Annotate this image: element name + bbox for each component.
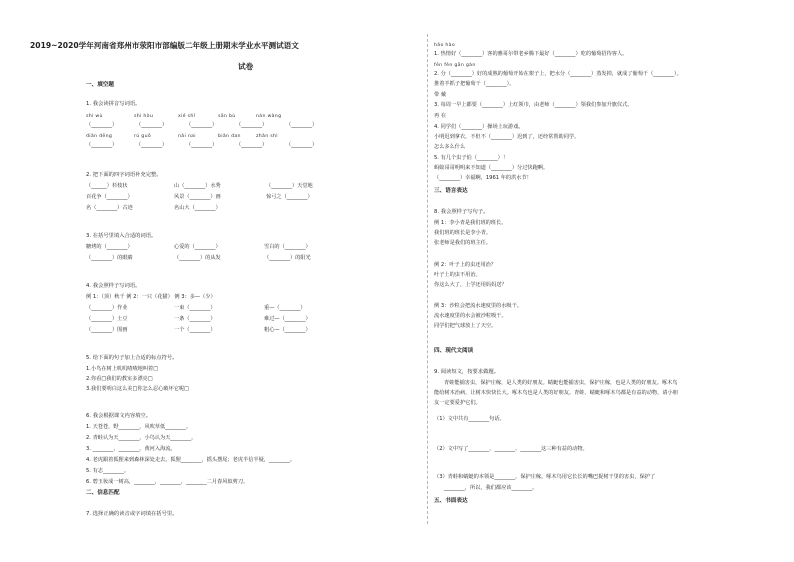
answer-box[interactable]: （________） [186,142,218,148]
pinyin-row-2 [86,133,278,140]
section-5-heading: 五、书面表达 [434,498,468,504]
pinyin-row-1 [86,113,281,120]
pinyin: shì hòu [134,114,154,119]
blank-item[interactable]: （______）杉枝状 [86,183,128,189]
q4-row [86,316,311,323]
passage-line: 友一定要爱护它们。 [434,400,481,406]
answer-box[interactable]: （________） [236,122,268,128]
page-title: 2019~2020学年河南省郑州市荥阳市部编版二年级上册期末学业水平测试语文 [30,41,299,50]
q3-row [86,244,311,251]
blank-item[interactable]: 心爱的（________） [174,244,221,250]
q4-row [86,327,311,334]
pinyin: zhǎn shì [256,134,278,139]
pinyin: diǎn dēng [86,134,113,139]
sub-question-1: （1）文中共有________句话。 [434,416,505,422]
section-2-heading: 二、信息匹配 [86,490,120,496]
answer-box[interactable]: （________） [286,122,318,128]
q6-line: 5. 有志________。 [86,468,129,474]
example-line: 流水速度里的水会被沙粒吸干。 [434,313,507,319]
question-4: 4. 我会照样子写词语。 [86,283,141,289]
passage-line: 能给树木治病，让树木快快长大。啄木鸟也是人类的好朋友。青蛙、蜻蜓和啄木鸟都是有益的动物，请小朋 [434,390,678,396]
example-line: 我们班的班长是李小青。 [434,230,492,236]
r-line: 1. 热情好（________）客的雅哥尔带老乡腾下最好（________）吃的葡萄招待客人。 [434,51,628,57]
word-choices: 带 戴 [434,92,447,98]
q5-line: 2.你看□我们的教室多漂亮□ [86,376,153,382]
blank-item[interactable]: （________）围画 [86,327,128,333]
blank-item[interactable]: 一束（________） [174,305,216,311]
answer-box[interactable]: （________） [236,142,268,148]
blank-item[interactable]: （________）的眼睛 [86,255,133,261]
word-choices: 怎么多么什么 [434,144,466,150]
question-2: 2. 把下面的四字词语补充完整。 [86,172,162,178]
q5-line: 3.我们要明白这么美□你怎么忍心破坏它呢□ [86,386,189,392]
blank-item[interactable]: （________）天堂地 [266,183,313,189]
r-line: 3. 每周一早上都要（________）上红领巾，由老师（________）领我们参加升旗仪式。 [434,102,633,108]
sub-question-3-cont: ________，所以，我们都应该________。 [444,485,538,491]
passage-line: 青蛙能捕害虫，保护庄稼，是人类的好朋友。蜻蜓也能捕害虫，保护庄稼，也是人类的好朋友。啄木鸟 [444,380,678,386]
r-line: 5. 有几个虫子伯（________）！ [434,155,509,161]
answer-box[interactable]: （________） [86,122,118,128]
answer-row [86,122,317,129]
q6-line: 3. ________，________，黄河入海流。 [86,446,176,452]
r-line: 推着羊抓子把葡萄干（________）。 [434,81,515,87]
example-line: 同学们把气球放上了天空。 [434,323,497,329]
blank-item[interactable]: 名（________）古迹 [86,205,133,211]
r-line: 2. 分（________）好的成熟的葡萄开始在架子上，把水分（________）蒸发掉，就成了葡萄干（________）。 [434,71,682,77]
blank-item[interactable]: 雪白的（________） [264,244,311,250]
answer-box[interactable]: （________） [136,142,168,148]
q4-row [86,305,306,312]
pinyin: nǎi nai [178,134,196,139]
question-9: 9. 阅读短文，按要求做题。 [434,369,500,375]
section-4-heading: 四、现代文阅读 [434,348,474,354]
blank-item[interactable]: 百花争（________） [86,194,133,200]
blank-item[interactable]: 重—（________） [264,305,306,311]
blank-item[interactable]: 一个（________） [174,327,216,333]
column-divider [427,34,428,524]
word-choices: 再 在 [434,113,447,119]
q6-line: 6. 碧玉妆成一树高，________，________，________二月春风似剪刀。 [86,479,249,485]
r-line: （________）幸福啊，1961 年的洪水节！ [434,175,532,181]
q6-line: 2. 青蛙认为天________，小鸟认为天________。 [86,435,197,441]
answer-box[interactable]: （________） [286,142,318,148]
q6-line: 4. 老虎跟着狐狸来到森林深处走去。狐狸________，摇头摆尾；老虎半信半疑，________。 [86,457,295,463]
pinyin: sān bù [218,114,236,119]
question-7: 7. 选择正确的读音或字词填在括号里。 [86,511,178,517]
q3-row [86,255,311,262]
blank-item[interactable]: 山（________）水秀 [174,183,221,189]
pinyin: rú guǒ [134,134,152,139]
blank-item[interactable]: 粗心—（________） [264,327,311,333]
r-line: 4. 同学们（________）操场上玩游戏。 [434,124,524,130]
q2-row [86,183,313,190]
question-1: 1. 我会读拼音写词语。 [86,101,141,107]
answer-box[interactable]: （________） [136,122,168,128]
question-6: 6. 我会根据课文内容填空。 [86,413,152,419]
section-1-heading: 一、填空题 [86,82,114,88]
question-3: 3. 在括号里填入合适的词语。 [86,233,157,239]
blank-item[interactable]: （________）作业 [86,305,128,311]
r-line: 小明迟到拿衣，不但不（________）迟到了，还经常帮助同学。 [434,134,580,140]
answer-row [86,142,317,149]
question-8: 8. 我会照样子写句子。 [434,209,489,215]
q2-row [86,194,313,201]
pinyin-choices: hǎo hào [434,43,456,48]
pinyin-choices: fēn fèn gān gàn [434,63,476,68]
pinyin: nán wàng [256,114,282,119]
example-line: 你这么大了，上学还用妈妈送？ [434,282,507,288]
answer-box[interactable]: （________） [186,122,218,128]
pinyin: xié shǐ [178,114,196,119]
q6-line: 1. 天苍苍，野________，风吹草低________。 [86,424,192,430]
q4-example: 例 1：（顶）秋千 例 2：一只（花猫） 例 3：多—（少） [86,294,216,300]
answer-box[interactable]: （________） [86,142,118,148]
sub-question-3: （3）青蛙和蜻蜓的本领是________，保护庄稼。啄木鸟用它长长的嘴巴捉树干里的害虫，保护了 [434,474,656,480]
r-line: 蚂蚁哥哥明明来不知道（________）分过快跑啊。 [434,165,549,171]
blank-item[interactable]: 名山大（________） [174,205,221,211]
pinyin: shì wù [86,114,103,119]
blank-item[interactable]: 风景（________）画 [174,194,221,200]
pinyin: biǎn dan [218,134,241,139]
example-line: 张老师是我们的班主任。 [434,240,492,246]
example-line: 例 1：李小青是我们班的班长。 [434,220,507,226]
example-line: 叶子上的虫不用治。 [434,272,481,278]
example-line: 例 3：沙粒会把流水速度里的水吸干。 [434,303,522,309]
question-5: 5. 给下面的句子加上合适的标点符号。 [86,355,178,361]
q2-row [86,205,221,212]
blank-item[interactable]: 糖烤的（________） [86,244,133,250]
sub-question-2: （2）文中写了________、________、________这三种有益的动物。 [434,446,588,452]
q5-line: 1.小鸟在树上叽叽喳喳地叫着□ [86,366,159,372]
blank-item[interactable]: 难过—（________） [264,316,311,322]
example-line: 例 2：叶子上的虫还用治？ [434,262,497,268]
page-title-cont: 试卷 [238,62,254,71]
blank-item[interactable]: （________）的从发 [174,255,221,261]
section-3-heading: 三、语言表达 [434,188,468,194]
blank-item[interactable]: （________）的阳光 [264,255,311,261]
blank-item[interactable]: 惊弓之（________） [266,194,313,200]
blank-item[interactable]: 一条（________） [174,316,216,322]
blank-item[interactable]: （________）土豆 [86,316,128,322]
